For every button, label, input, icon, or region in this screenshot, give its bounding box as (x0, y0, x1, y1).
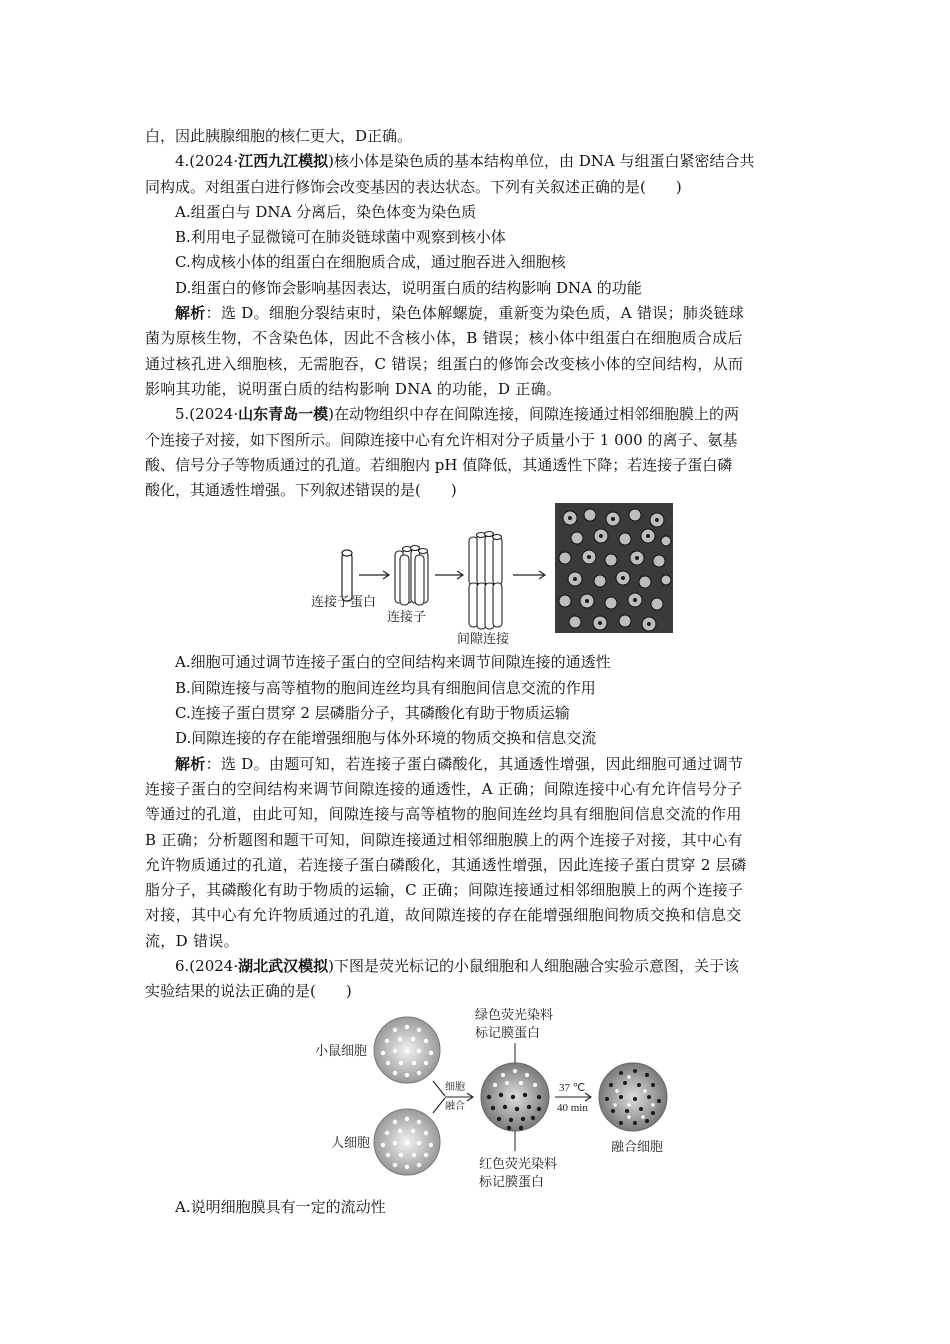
label-human-cell: 人细胞 (331, 1134, 371, 1150)
label-green-dye-2: 标记膜蛋白 (475, 1024, 541, 1040)
q6-stem-line-1: 6.(2024·湖北武汉模拟)下图是荧光标记的小鼠细胞和人细胞融合实验示意图，关于该 (175, 957, 739, 976)
q5-stem-line-2: 个连接子对接，如下图所示。间隙连接中心有允许相对分子质量小于 1 000 的离子、氨基 (145, 430, 738, 449)
q4-stem-line-1: 4.(2024·江西九江模拟)核小体是染色质的基本结构单位，由 DNA 与组蛋白紧密结合共 (175, 152, 755, 171)
label-gap-junction: 间隙连接 (457, 631, 510, 647)
label-fusion-1: 细胞 (445, 1081, 465, 1093)
label-time: 40 min (557, 1101, 588, 1114)
label-red-dye-2: 标记膜蛋白 (479, 1173, 545, 1189)
arrow-2 (435, 571, 463, 579)
q5-stem-line-4: 酸化，其通透性增强。下列叙述错误的是( ) (145, 481, 457, 500)
q4-option-b: B.利用电子显微镜可在肺炎链球菌中观察到核小体 (175, 228, 506, 247)
q4-option-c: C.构成核小体的组蛋白在细胞质合成，通过胞吞进入细胞核 (175, 253, 566, 272)
q4-source: 江西九江模拟 (238, 152, 329, 171)
q5-analysis-line-6: 脂分子，其磷酸化有助于物质的运输，C 正确；间隙连接通过相邻细胞膜上的两个连接子 (145, 881, 744, 900)
q5-option-b: B.间隙连接与高等植物的胞间连丝均具有细胞间信息交流的作用 (175, 678, 596, 697)
q5-stem-line-1: 5.(2024·山东青岛一模)在动物组织中存在间隙连接，间隙连接通过相邻细胞膜上的两 (175, 405, 739, 424)
gap-junction-figure (145, 503, 805, 650)
label-connexin-protein: 连接子蛋白 (311, 594, 377, 610)
incubation-arrow (555, 1093, 591, 1101)
q5-analysis-line-8: 流，D 错误。 (145, 931, 239, 950)
document-page (145, 124, 805, 1220)
hybrid-cell (481, 1063, 549, 1131)
q4-stem-line-2: 同构成。对组蛋白进行修饰会改变基因的表达状态。下列有关叙述正确的是( ) (145, 177, 682, 196)
arrow-3 (513, 571, 545, 579)
label-red-dye-1: 红色荧光染料 (479, 1155, 558, 1171)
q5-option-c: C.连接子蛋白贯穿 2 层磷脂分子，其磷酸化有助于物质运输 (175, 704, 570, 723)
arrow-1 (359, 571, 389, 579)
q4-option-d: D.组蛋白的修饰会影响基因表达，说明蛋白质的结构影响 DNA 的功能 (175, 278, 642, 297)
gap-junction-diagram (469, 532, 502, 630)
q4-analysis-line-1: 解析：选 D。细胞分裂结束时，染色体解螺旋，重新变为染色质，A 错误；肺炎链球 (175, 304, 745, 323)
label-temperature: 37 ℃ (559, 1081, 586, 1094)
q5-analysis-line-4: B 正确；分析题图和题干可知，间隙连接通过相邻细胞膜上的两个连接子对接，其中心有 (145, 830, 743, 849)
mouse-cell (374, 1017, 440, 1083)
q5-analysis-line-2: 连接子蛋白的空间结构来调节间隙连接的通透性，A 正确；间隙连接中心有允许信号分子 (145, 779, 743, 798)
label-mouse-cell: 小鼠细胞 (315, 1042, 368, 1058)
q6-stem-line-2: 实验结果的说法正确的是( ) (145, 982, 352, 1001)
q5-analysis-line-5: 允许物质通过的孔道，若连接子蛋白磷酸化，其通透性增强，因此连接子蛋白贯穿 2 层磷 (145, 855, 747, 874)
q5-source: 山东青岛一模 (238, 405, 329, 424)
q4-analysis-line-3: 通过核孔进入细胞核，无需胞吞，C 错误；组蛋白的修饰会改变核小体的空间结构，从而 (145, 354, 744, 373)
q5-analysis-line-3: 等通过的孔道，由此可知，间隙连接与高等植物的胞间连丝均具有细胞间信息交流的作用 (145, 805, 742, 824)
label-fused-cell: 融合细胞 (611, 1138, 664, 1154)
q5-analysis-line-1: 解析：选 D。由题可知，若连接子蛋白磷酸化，其通透性增强，因此细胞可通过调节 (175, 754, 744, 773)
human-cell (374, 1109, 440, 1175)
q5-option-d: D.间隙连接的存在能增强细胞与体外环境的物质交换和信息交流 (175, 729, 597, 748)
q5-analysis-line-7: 对接，其中心有允许物质通过的孔道，故间隙连接的存在能增强细胞间物质交换和信息交 (145, 906, 742, 925)
intro-continuation: 白，因此胰腺细胞的核仁更大，D正确。 (145, 127, 413, 145)
micrograph-image (555, 503, 673, 633)
q5-option-a: A.细胞可通过调节连接子蛋白的空间结构来调节间隙连接的通透性 (175, 653, 611, 672)
label-green-dye-1: 绿色荧光染料 (475, 1006, 554, 1022)
label-connexon: 连接子 (387, 609, 427, 625)
q5-stem-line-3: 酸、信号分子等物质通过的孔道。若细胞内 pH 值降低，其通透性下降；若连接子蛋白磷 (145, 455, 733, 474)
fused-cell (599, 1063, 667, 1131)
q6-option-a: A.说明细胞膜具有一定的流动性 (175, 1197, 386, 1216)
label-fusion-2: 融合 (445, 1100, 465, 1112)
q4-option-a: A.组蛋白与 DNA 分离后，染色体变为染色质 (175, 202, 477, 221)
q4-analysis-line-4: 影响其功能，说明蛋白质的结构影响 DNA 的功能，D 正确。 (145, 379, 562, 398)
cell-fusion-figure (145, 1005, 805, 1195)
q4-analysis-line-2: 菌为原核生物，不含染色体，因此不含核小体，B 错误；核小体中组蛋白在细胞质合成后 (145, 329, 743, 348)
q6-source: 湖北武汉模拟 (238, 957, 329, 976)
connexon-diagram (395, 546, 428, 606)
